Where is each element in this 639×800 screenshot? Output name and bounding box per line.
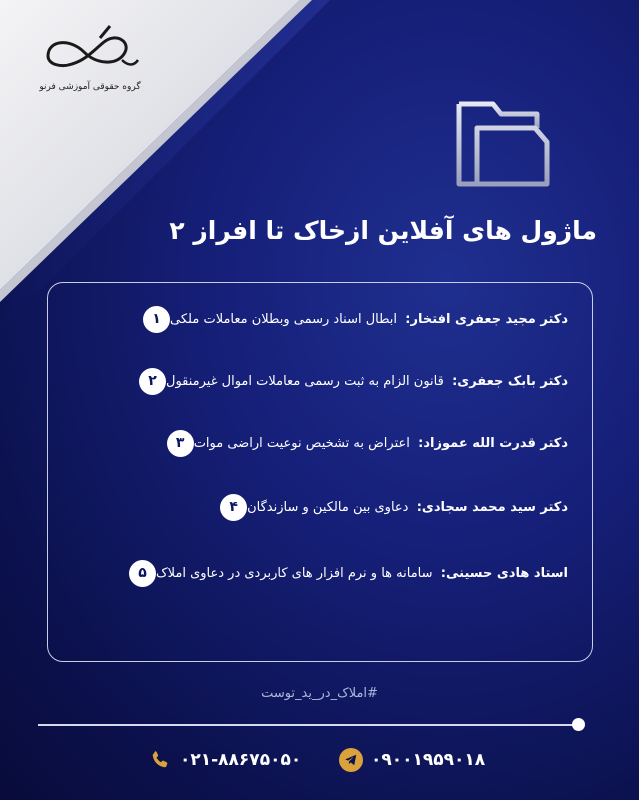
instructor-name: دکتر سید محمد سجادی: [416,499,568,515]
modules-card [47,282,593,662]
instructor-name: دکتر قدرت الله عموزاد: [418,435,568,451]
logo-text: گروه حقوقی آموزشی فرنو [39,82,141,92]
module-topic: ابطال اسناد رسمی وبطلان معاملات ملکی [170,311,398,327]
list-item [157,427,568,459]
divider-dot [572,718,585,731]
infinity-signature-icon [30,20,150,80]
telegram-number: ۰۹۰۰۱۹۵۹۰۱۸ [371,750,486,770]
phone-contact[interactable] [148,748,301,772]
list-item [210,491,568,523]
list-item [129,365,568,397]
folder-icon [455,98,553,190]
list-item [119,557,568,589]
module-topic: اعتراض به تشخیص نوعیت اراضی موات [193,435,410,451]
module-topic: سامانه ها و نرم افزار های کاربردی در دعاوی املاک [155,565,433,581]
phone-icon [148,748,172,772]
phone-number: ۰۲۱-۸۸۶۷۵۰۵۰ [180,750,302,770]
instructor-name: دکتر بابک جعفری: [452,373,568,389]
module-topic: دعاوی بین مالکین و سازندگان [247,499,409,515]
item-number: ۵ [129,560,156,587]
module-topic: قانون الزام به ثبت رسمی معاملات اموال غیرمنقول [166,373,444,389]
item-number: ۱ [143,306,170,333]
telegram-contact[interactable] [339,748,485,772]
item-number: ۴ [220,494,247,521]
page-title: ماژول های آفلاین ازخاک تا افراز ۲ [169,216,597,245]
item-number: ۲ [139,368,166,395]
instructor-name: استاد هادی حسینی: [440,565,568,581]
brand-logo [20,20,160,110]
instructor-name: دکتر مجید جعفری افتخار: [405,311,568,327]
hashtag: #املاک_در_ید_توست [261,686,378,701]
divider-line [38,724,578,726]
item-number: ۳ [167,430,194,457]
list-item [133,303,568,335]
telegram-icon [339,748,363,772]
